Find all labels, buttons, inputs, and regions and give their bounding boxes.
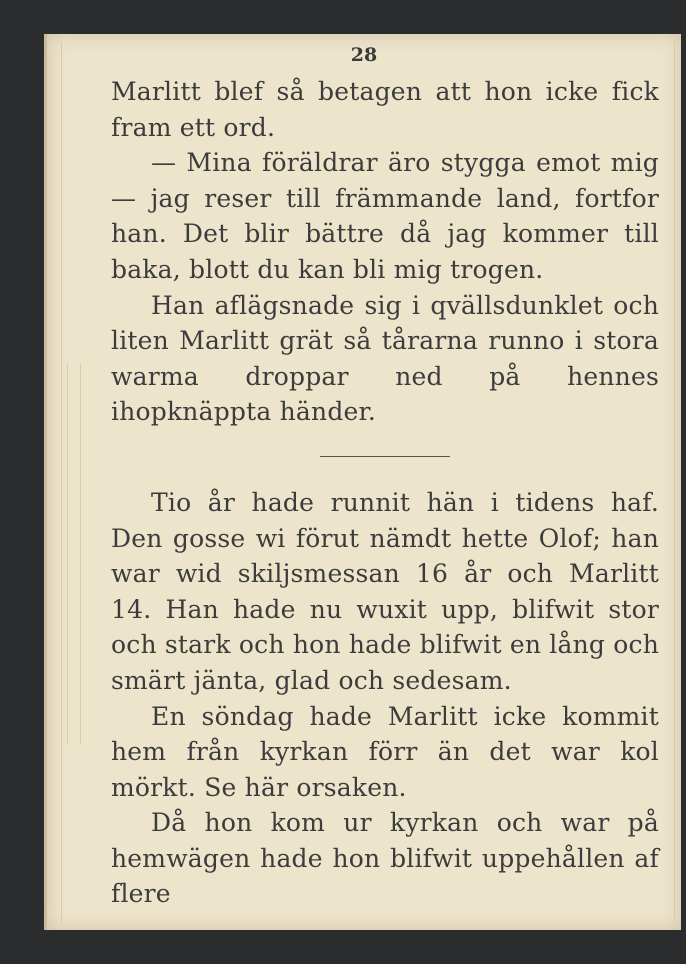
section-divider (320, 456, 450, 457)
page-body (111, 74, 659, 912)
paragraph: Tio år hade runnit hän i tidens haf. Den gosse wi förut nämdt hette Olof; han war wid skiljsmessan 16 år och Marlitt 14. Han hade nu wuxit upp, blifwit stor och stark och hon hade blifwit en lång och smärt jänta, glad och sedesam. (111, 487, 659, 695)
page-number: 28 (350, 44, 378, 66)
book-page (44, 34, 681, 930)
paragraph: Då hon kom ur kyrkan och war på hemwägen hade hon blifwit uppehållen af flere (111, 808, 659, 909)
paragraph: — Mina föräldrar äro stygga emot mig — jag reser till främmande land, fortfor han. Det blir bättre då jag kommer till baka, blott du kan bli mig trogen. (111, 148, 659, 284)
paragraph: En söndag hade Marlitt icke kommit hem från kyrkan förr än det war kol mörkt. Se här orsaken. (111, 701, 659, 802)
bleed-through-shadow (67, 364, 81, 744)
paragraph: Marlitt blef så betagen att hon icke fick fram ett ord. (111, 77, 659, 142)
paragraph: Han aflägsnade sig i qvällsdunklet och liten Marlitt grät så tårarna runno i stora warma droppar ned på hennes ihopknäppta händer. (111, 290, 659, 427)
